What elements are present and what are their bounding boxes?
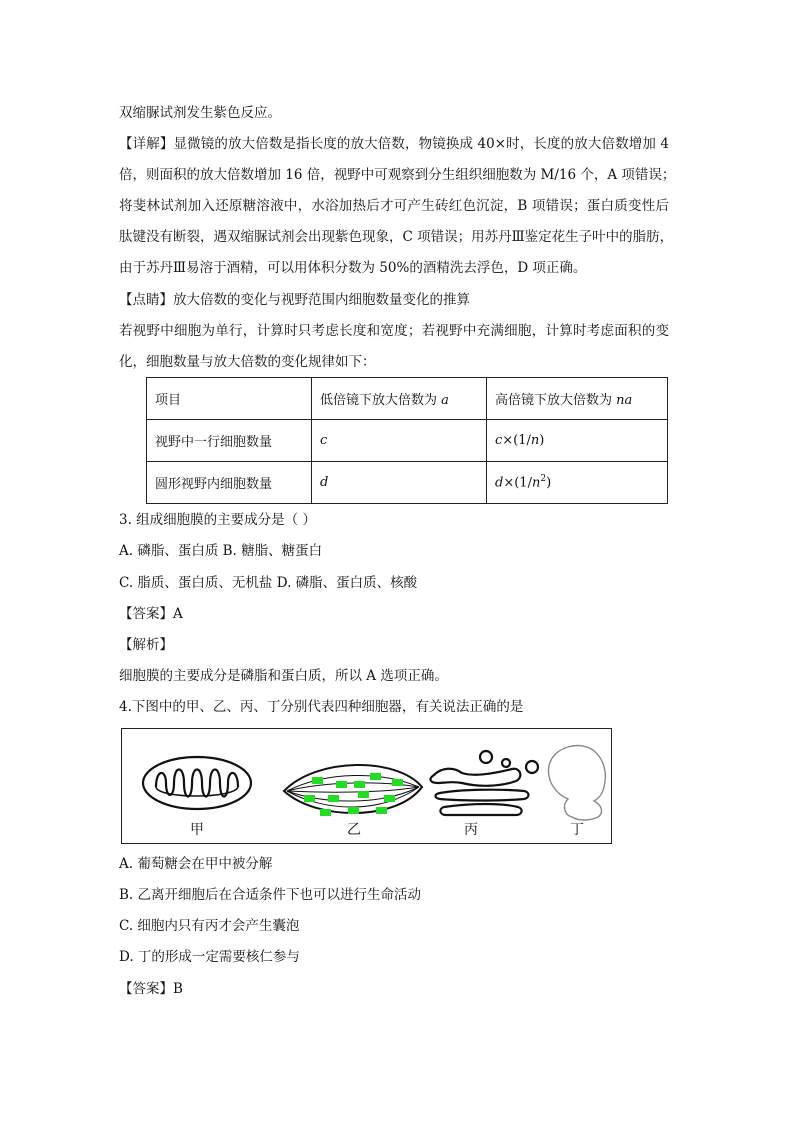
granum-mark (348, 807, 359, 814)
table-cell (487, 462, 668, 504)
cell-text: 高倍镜下放大倍数为 (495, 393, 617, 408)
text-line: 若视野中细胞为单行，计算时只考虑长度和宽度；若视野中充满细胞，计算时考虑面积的变 (119, 323, 669, 339)
cell-text: ) (546, 475, 552, 491)
cell-text: c (495, 433, 503, 448)
granum-mark (384, 795, 395, 802)
text-line: 倍，则面积的放大倍数增加 16 倍，视野中可观察到分生组织细胞数为 M/16 个，A 项错误； (119, 167, 676, 183)
granum-mark (320, 809, 331, 816)
table-header-cell (312, 378, 487, 420)
text-line: 由于苏丹Ⅲ易溶于酒精，可以用体积分数为 50%的酒精洗去浮色，D 项正确。 (119, 260, 587, 276)
cell-text: ×(1/ (502, 433, 531, 448)
cell-text: na (616, 393, 633, 408)
table-cell: c (312, 420, 487, 462)
granum-mark (376, 807, 387, 814)
text-line: 双缩脲试剂发生紫色反应。 (119, 105, 281, 121)
cell-text: 2 (540, 474, 547, 485)
question-3-explanation: 细胞膜的主要成分是磷脂和蛋白质，所以 A 选项正确。 (119, 668, 448, 684)
cell-text: d (495, 475, 504, 491)
question-3-stem: 3. 组成细胞膜的主要成分是（ ） (119, 512, 316, 528)
question-4-answer: 【答案】B (119, 981, 183, 997)
table-cell (487, 420, 668, 462)
figure-label-bing: 丙 (464, 822, 478, 838)
cell-text: 低倍镜下放大倍数为 (320, 393, 442, 408)
text-line: 【点睛】放大倍数的变化与视野范围内细胞数量变化的推算 (119, 292, 470, 308)
table-row (147, 420, 668, 462)
cell-text: n (530, 433, 540, 448)
granum-mark (370, 773, 381, 780)
granum-mark (328, 795, 339, 802)
vesicle-drawing (548, 746, 605, 820)
cell-text: ×(1/ (503, 475, 532, 491)
question-4-option-b: B. 乙离开细胞后在合适条件下也可以进行生命活动 (119, 887, 422, 903)
question-4-option-d: D. 丁的形成一定需要核仁参与 (119, 949, 300, 965)
figure-label-jia: 甲 (190, 822, 204, 838)
question-4-option-c: C. 细胞内只有丙才会产生囊泡 (119, 918, 300, 934)
table-row (147, 462, 668, 504)
granum-mark (392, 779, 403, 786)
figure-label-yi: 乙 (347, 822, 361, 838)
granum-mark (354, 781, 365, 788)
question-4-option-a: A. 葡萄糖会在甲中被分解 (119, 856, 273, 872)
question-3-answer: 【答案】A (119, 606, 183, 622)
cell-text: n (531, 475, 541, 491)
text-line: 将斐林试剂加入还原糖溶液中，水浴加热后才可产生砖红色沉淀，B 项错误；蛋白质变性后 (119, 198, 669, 214)
text-line: 肽键没有断裂，遇双缩脲试剂会出现紫色现象，C 项错误；用苏丹Ⅲ鉴定花生子叶中的脂肪， (119, 229, 674, 245)
table-cell: 视野中一行细胞数量 (147, 420, 312, 462)
text-line: 【详解】显微镜的放大倍数是指长度的放大倍数，物镜换成 40×时，长度的放大倍数增加 4 (119, 136, 669, 152)
table-header-cell (487, 378, 668, 420)
mitochondrion-drawing (143, 757, 251, 809)
granum-mark (358, 791, 369, 798)
text-line: 化，细胞数量与放大倍数的变化规律如下： (119, 354, 376, 370)
table-cell: 圆形视野内细胞数量 (147, 462, 312, 504)
question-4-stem: 4.下图中的甲、乙、丙、丁分别代表四种细胞器，有关说法正确的是 (119, 699, 524, 715)
chloroplast-drawing (284, 765, 422, 816)
golgi-drawing (431, 751, 538, 815)
question-3-options-ab: A. 磷脂、蛋白质 B. 糖脂、糖蛋白 (119, 543, 323, 559)
question-3-options-cd: C. 脂质、蛋白质、无机盐 D. 磷脂、蛋白质、核酸 (119, 575, 418, 591)
question-3-analysis-heading: 【解析】 (119, 637, 173, 653)
granum-mark (304, 795, 315, 802)
organelle-figure (121, 728, 612, 844)
granum-mark (336, 781, 347, 788)
granum-mark (312, 777, 323, 784)
cell-text: a (441, 393, 449, 408)
cell-text: ) (539, 433, 545, 448)
table-row (147, 378, 668, 420)
table-header-cell: 项目 (147, 378, 312, 420)
table-cell: d (312, 462, 487, 504)
figure-label-ding: 丁 (570, 822, 584, 838)
magnification-table (146, 377, 668, 504)
